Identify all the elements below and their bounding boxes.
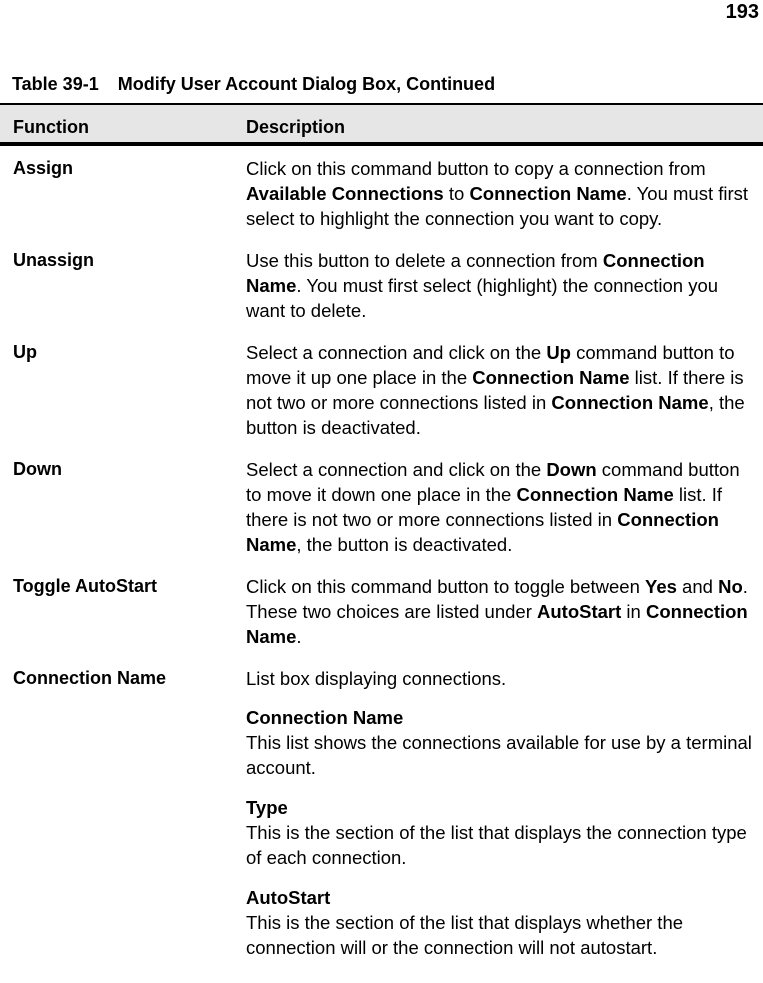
subitem	[246, 705, 756, 780]
subitem-text: This is the section of the list that displays whether the connection will or the connection will not autostart.	[246, 912, 684, 958]
emphasis-term: Connection Name	[472, 367, 630, 388]
row-description	[246, 574, 756, 649]
description-text: list. If there is not two or more connections listed in	[246, 484, 723, 530]
table-row	[0, 666, 763, 691]
row-function: Unassign	[13, 250, 95, 270]
table-row	[0, 248, 763, 323]
description-text: , the button is deactivated.	[296, 534, 513, 555]
description-text: and	[676, 576, 719, 597]
description-text: in	[621, 601, 646, 622]
subitem-title: Type	[246, 797, 288, 818]
table-header	[0, 103, 763, 146]
emphasis-term: Down	[546, 459, 597, 480]
table-row	[0, 340, 763, 440]
table-row	[0, 457, 763, 557]
row-function: Connection Name	[13, 668, 167, 688]
header-description: Description	[246, 117, 346, 137]
description-text: , the button is deactivated.	[246, 392, 745, 438]
row-description: List box displaying connections.	[246, 668, 507, 689]
row-function: Assign	[13, 158, 74, 178]
emphasis-term: Connection Name	[246, 601, 748, 647]
emphasis-term: No	[718, 576, 743, 597]
description-text: command button to move it down one place in the	[246, 459, 740, 505]
row-description	[246, 248, 756, 323]
emphasis-term: Connection Name	[551, 392, 709, 413]
subitem-title: Connection Name	[246, 707, 404, 728]
emphasis-term: Connection Name	[516, 484, 674, 505]
emphasis-term: Connection Name	[246, 509, 719, 555]
row-function: Toggle AutoStart	[13, 576, 157, 596]
row-function: Up	[13, 342, 37, 362]
description-text: . These two choices are listed under	[246, 576, 748, 622]
description-text: Select a connection and click on the	[246, 342, 547, 363]
table-label: Table 39-1	[12, 74, 99, 94]
table-caption: Modify User Account Dialog Box, Continued	[117, 74, 496, 94]
emphasis-term: AutoStart	[537, 601, 622, 622]
subitem-title: AutoStart	[246, 887, 331, 908]
emphasis-term: Up	[546, 342, 571, 363]
description-text: .	[296, 626, 302, 647]
subitem-text: This is the section of the list that displays the connection type of each connection.	[246, 822, 747, 868]
emphasis-term: Connection Name	[469, 183, 627, 204]
subitem	[246, 885, 756, 960]
page-number: 193	[725, 1, 759, 23]
description-text: command button to move it up one place in the	[246, 342, 735, 388]
subitem-text: This list shows the connections available for use by a terminal account.	[246, 732, 752, 778]
emphasis-term: Yes	[645, 576, 677, 597]
row-description	[246, 340, 756, 440]
description-text: Use this button to delete a connection from	[246, 250, 603, 271]
description-text: Select a connection and click on the	[246, 459, 547, 480]
emphasis-term: Available Connections	[246, 183, 444, 204]
table-row	[0, 156, 763, 231]
description-text: list. If there is not two or more connections listed in	[246, 367, 744, 413]
description-text: Click on this command button to toggle between	[246, 576, 646, 597]
row-description	[246, 457, 756, 557]
row-function: Down	[13, 459, 62, 479]
header-function: Function	[13, 117, 89, 137]
table-title	[12, 72, 495, 96]
description-text: to	[443, 183, 470, 204]
description-text: . You must first select (highlight) the connection you want to delete.	[246, 275, 719, 321]
description-text: . You must first select to highlight the connection you want to copy.	[246, 183, 749, 229]
description-text: Click on this command button to copy a connection from	[246, 158, 706, 179]
row-description	[246, 156, 756, 231]
subitem	[246, 795, 756, 870]
emphasis-term: Connection Name	[246, 250, 705, 296]
table-row	[0, 574, 763, 649]
table-body	[0, 156, 763, 975]
